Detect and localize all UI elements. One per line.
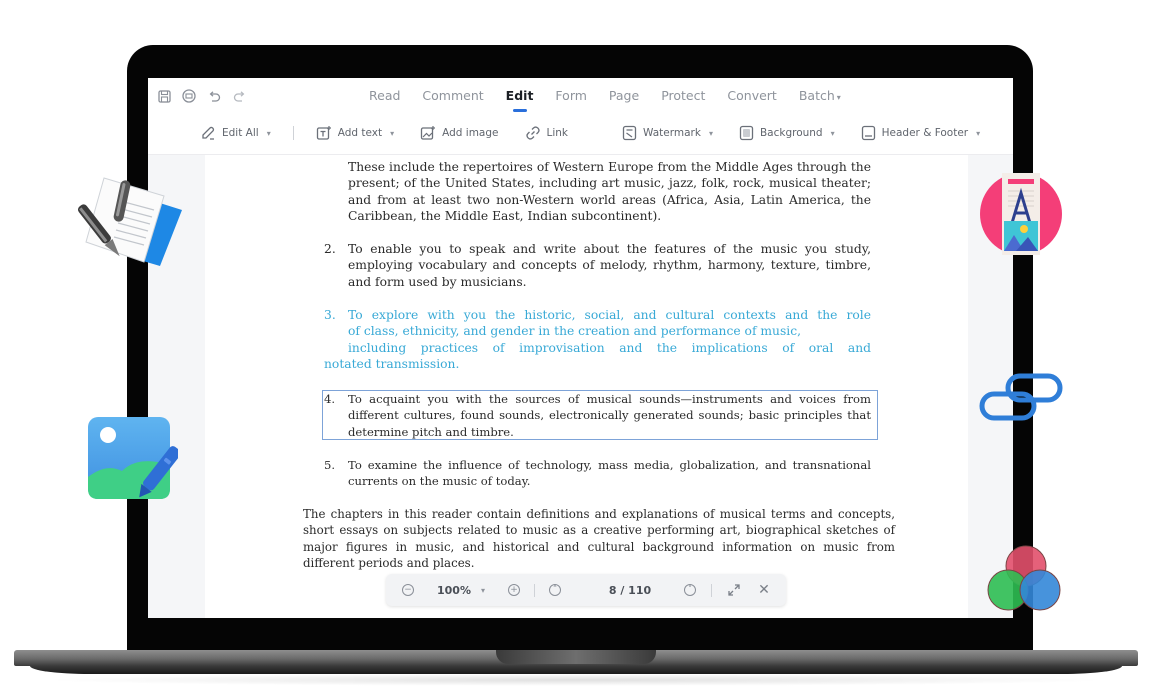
background-button[interactable] bbox=[739, 125, 835, 141]
zoom-level-value: 100% bbox=[437, 583, 471, 597]
list-item-1-continuation bbox=[348, 159, 871, 225]
tab-convert-label: Convert bbox=[727, 88, 777, 103]
tab-protect-label: Protect bbox=[661, 88, 706, 103]
page-up-icon: ˄ bbox=[549, 584, 561, 596]
fullscreen-icon bbox=[728, 584, 740, 596]
add-image-button[interactable] bbox=[420, 125, 498, 141]
tab-convert[interactable] bbox=[716, 86, 787, 108]
chevron-down-icon[interactable]: ▾ bbox=[480, 585, 485, 595]
paragraph-text: To examine the influence of technology, mass media, globalization, and transnational currents on the music of today. bbox=[348, 458, 871, 489]
list-item-2 bbox=[324, 241, 871, 290]
tab-read-label: Read bbox=[369, 88, 401, 103]
header-footer-label: Header & Footer bbox=[881, 127, 969, 139]
list-number: 5. bbox=[324, 458, 336, 472]
chevron-down-icon: ▾ bbox=[390, 128, 395, 138]
paragraph-text: The chapters in this reader contain definitions and explanations of musical terms and concepts, short essays on subjects related to music as a creative performing art, biographical sketches of major figures in music, and historical and cultural background information on music from different periods and places. bbox=[303, 507, 895, 571]
paragraph-line: including practices of improvisation and the implications of oral and bbox=[348, 340, 871, 355]
toolbar-divider bbox=[293, 126, 294, 140]
zoombar-divider bbox=[534, 584, 535, 597]
text-image-icon bbox=[978, 171, 1064, 261]
print-icon[interactable] bbox=[181, 88, 197, 104]
tab-batch[interactable] bbox=[788, 86, 852, 108]
main-tabs bbox=[358, 86, 852, 108]
link-icon bbox=[525, 125, 541, 141]
chevron-down-icon: ▾ bbox=[266, 128, 271, 138]
header-footer-button[interactable] bbox=[861, 125, 981, 141]
tab-batch-label: Batch bbox=[798, 88, 835, 103]
tab-comment-label: Comment bbox=[422, 88, 484, 103]
add-text-button[interactable] bbox=[316, 125, 394, 141]
chevron-down-icon: ▾ bbox=[830, 128, 835, 138]
watermark-label: Watermark bbox=[643, 127, 701, 139]
tab-edit-label: Edit bbox=[505, 88, 534, 103]
chevron-down-icon: ▾ bbox=[976, 128, 981, 138]
zoom-in-icon: + bbox=[508, 584, 520, 596]
close-icon: ✕ bbox=[758, 582, 770, 598]
app-screen bbox=[148, 78, 1013, 618]
list-item-5 bbox=[324, 457, 871, 490]
zoombar-divider bbox=[711, 584, 712, 597]
save-icon[interactable] bbox=[156, 88, 172, 104]
tab-form-label: Form bbox=[555, 88, 587, 103]
header-footer-icon bbox=[861, 125, 876, 141]
chevron-down-icon: ▾ bbox=[836, 93, 841, 102]
link-button[interactable] bbox=[525, 125, 569, 141]
list-number: 4. bbox=[324, 392, 336, 406]
edit-toolbar bbox=[148, 114, 1013, 155]
paragraph-line: notated transmission. bbox=[324, 357, 460, 372]
edit-all-button[interactable] bbox=[200, 125, 271, 141]
page-indicator[interactable] bbox=[600, 574, 660, 606]
tab-page[interactable] bbox=[598, 86, 650, 108]
watermark-button[interactable] bbox=[622, 125, 713, 141]
list-number: 3. bbox=[324, 308, 336, 322]
document-pen-icon bbox=[74, 164, 186, 280]
closing-paragraph bbox=[303, 506, 895, 572]
paragraph-line: of class, ethnicity, and gender in the creation and performance of music, bbox=[348, 324, 802, 339]
laptop-notch bbox=[496, 650, 656, 664]
close-zoombar-button[interactable] bbox=[756, 574, 772, 606]
tab-comment[interactable] bbox=[411, 86, 494, 108]
list-number: 2. bbox=[324, 242, 336, 256]
zoom-level-select[interactable] bbox=[434, 574, 474, 606]
zoom-out-button[interactable] bbox=[400, 574, 416, 606]
document-page bbox=[205, 155, 968, 618]
laptop-shadow bbox=[40, 674, 1112, 686]
link-label: Link bbox=[546, 127, 569, 139]
background-icon bbox=[739, 125, 754, 141]
tab-read[interactable] bbox=[358, 86, 411, 108]
image-edit-icon bbox=[86, 415, 178, 511]
add-image-label: Add image bbox=[442, 127, 499, 139]
prev-page-button[interactable] bbox=[547, 574, 563, 606]
rgb-circles-icon bbox=[982, 542, 1066, 622]
laptop-base-lip bbox=[30, 666, 1122, 674]
zoom-navigation-bar bbox=[386, 574, 786, 606]
watermark-icon bbox=[622, 125, 637, 141]
paragraph-line: To explore with you the historic, social, and cultural contexts and the role bbox=[348, 308, 871, 322]
chain-link-icon bbox=[978, 372, 1064, 428]
quick-access-toolbar bbox=[156, 88, 247, 104]
paragraph-text: These include the repertoires of Western Europe from the Middle Ages through the present; of the United States, including art music, jazz, folk, rock, musical theater; and from at least two non-Western world areas (Africa, Asia, Latin America, the Caribbean, the Middle East, Indian subcontinent). bbox=[348, 160, 871, 224]
tab-page-label: Page bbox=[608, 88, 640, 103]
tab-protect[interactable] bbox=[650, 86, 716, 108]
paragraph-text: To enable you to speak and write about the features of the music you study, employing vocabulary and concepts of melody, rhythm, harmony, texture, timbre, and form used by musicians. bbox=[348, 242, 871, 289]
add-text-label: Add text bbox=[337, 127, 383, 139]
add-image-icon bbox=[420, 125, 436, 141]
top-bar bbox=[148, 78, 1013, 114]
chevron-down-icon: ▾ bbox=[708, 128, 713, 138]
tab-edit[interactable] bbox=[495, 86, 545, 108]
page-indicator-value: 8 / 110 bbox=[608, 583, 652, 597]
page-down-icon: ˅ bbox=[684, 584, 696, 596]
edit-all-label: Edit All bbox=[222, 127, 259, 139]
list-item-4[interactable] bbox=[324, 391, 871, 440]
tab-form[interactable] bbox=[544, 86, 598, 108]
paragraph-text: To acquaint you with the sources of musical sounds—instruments and voices from different cultures, found sounds, electronically generated sounds; basic principles that determine pitch and timbre. bbox=[348, 392, 871, 439]
background-label: Background bbox=[759, 127, 823, 139]
next-page-button[interactable] bbox=[682, 574, 698, 606]
edit-pen-icon bbox=[200, 125, 216, 141]
add-text-icon bbox=[316, 125, 332, 141]
redo-icon[interactable] bbox=[231, 88, 247, 104]
fullscreen-button[interactable] bbox=[726, 574, 742, 606]
undo-icon[interactable] bbox=[206, 88, 222, 104]
zoom-in-button[interactable] bbox=[506, 574, 522, 606]
list-item-3[interactable] bbox=[324, 307, 871, 373]
zoom-out-icon: − bbox=[402, 584, 414, 596]
